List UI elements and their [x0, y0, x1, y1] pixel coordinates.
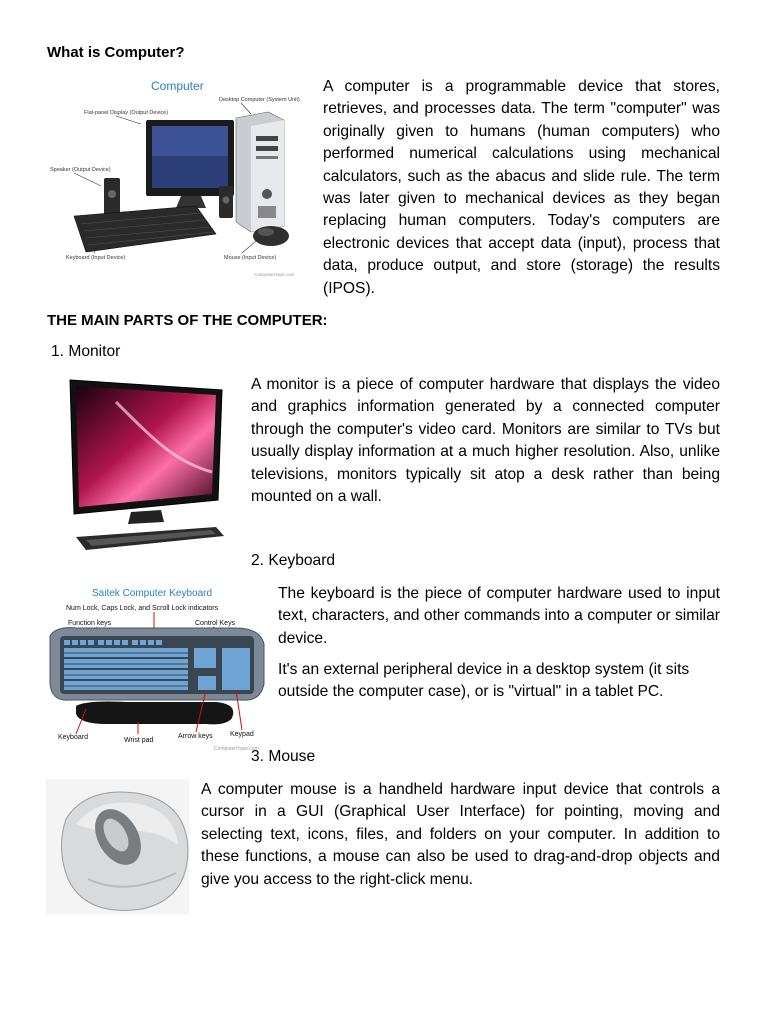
mouse-paragraph: A computer mouse is a handheld hardware input device that controls a cursor in a GUI (Graphical User Interface) for pointing, moving and selecting text, icons, files, and folders on your computer. In addition to these functions, a mouse can also be used to drag-and-drop objects and give you access to the right-click menu. — [201, 781, 720, 888]
svg-text:Saitek Computer Keyboard: Saitek Computer Keyboard — [92, 588, 213, 599]
svg-text:ComputerHope.com: ComputerHope.com — [214, 746, 259, 752]
mouse-label: 3. Mouse — [251, 748, 316, 765]
intro-paragraph: A computer is a programmable device that stores, retrieves, and processes data. The term "computer" was originally given to humans (human computers) who performed numerical calculations using mechanical calculators, such as the abacus and slide rule. The term was later given to mechanical devices as they began replacing human computers. Today's computers are electronic devices that accept data (input), process that data, produce output, and store (storage) the results (IPOS). — [323, 78, 720, 297]
svg-text:ComputerHope.com: ComputerHope.com — [254, 272, 295, 277]
svg-text:Desktop Computer (System Unit): Desktop Computer (System Unit) — [219, 97, 300, 103]
monitor-paragraph: A monitor is a piece of computer hardware that displays the video and graphics information generated by a connected computer through the computer's video card. Monitors are similar to TVs but usually display information at a much higher resolution. Also, unlike televisions, monitors typically sit atop a desk rather than being mounted on a wall. — [251, 376, 720, 506]
keyboard-label: 2. Keyboard — [251, 552, 336, 569]
svg-text:Keypad: Keypad — [230, 731, 254, 738]
svg-text:Mouse (Input Device): Mouse (Input Device) — [224, 255, 277, 261]
svg-text:Arrow keys: Arrow keys — [178, 733, 213, 740]
monitor-image — [46, 372, 242, 555]
monitor-label: 1. Monitor — [51, 343, 121, 360]
svg-text:Num Lock, Caps Lock, and Scrol: Num Lock, Caps Lock, and Scroll Lock indicators — [66, 605, 219, 612]
keyboard-figure — [46, 584, 268, 752]
computer-figure — [46, 76, 312, 281]
keyboard-paragraph-1: The keyboard is the piece of computer hardware used to input text, characters, and other commands into a computer or similar device. — [278, 585, 720, 647]
svg-text:Speaker (Output Device): Speaker (Output Device) — [50, 167, 111, 173]
svg-text:Flat-panel Display (Output Dev: Flat-panel Display (Output Device) — [84, 110, 169, 116]
svg-text:Wrist pad: Wrist pad — [124, 737, 154, 744]
main-parts-heading: THE MAIN PARTS OF THE COMPUTER: — [47, 312, 328, 329]
figure-title: Computer — [151, 79, 204, 93]
mouse-image — [46, 779, 189, 914]
keyboard-paragraph-2: It's an external peripheral device in a desktop system (it sits outside the computer case), or is "virtual" in a tablet PC. — [278, 661, 690, 701]
svg-text:Function keys: Function keys — [68, 620, 112, 627]
svg-text:Keyboard (Input Device): Keyboard (Input Device) — [66, 255, 126, 261]
page-title: What is Computer? — [47, 44, 185, 61]
svg-text:Keyboard: Keyboard — [58, 734, 88, 741]
svg-text:Control Keys: Control Keys — [195, 620, 236, 627]
